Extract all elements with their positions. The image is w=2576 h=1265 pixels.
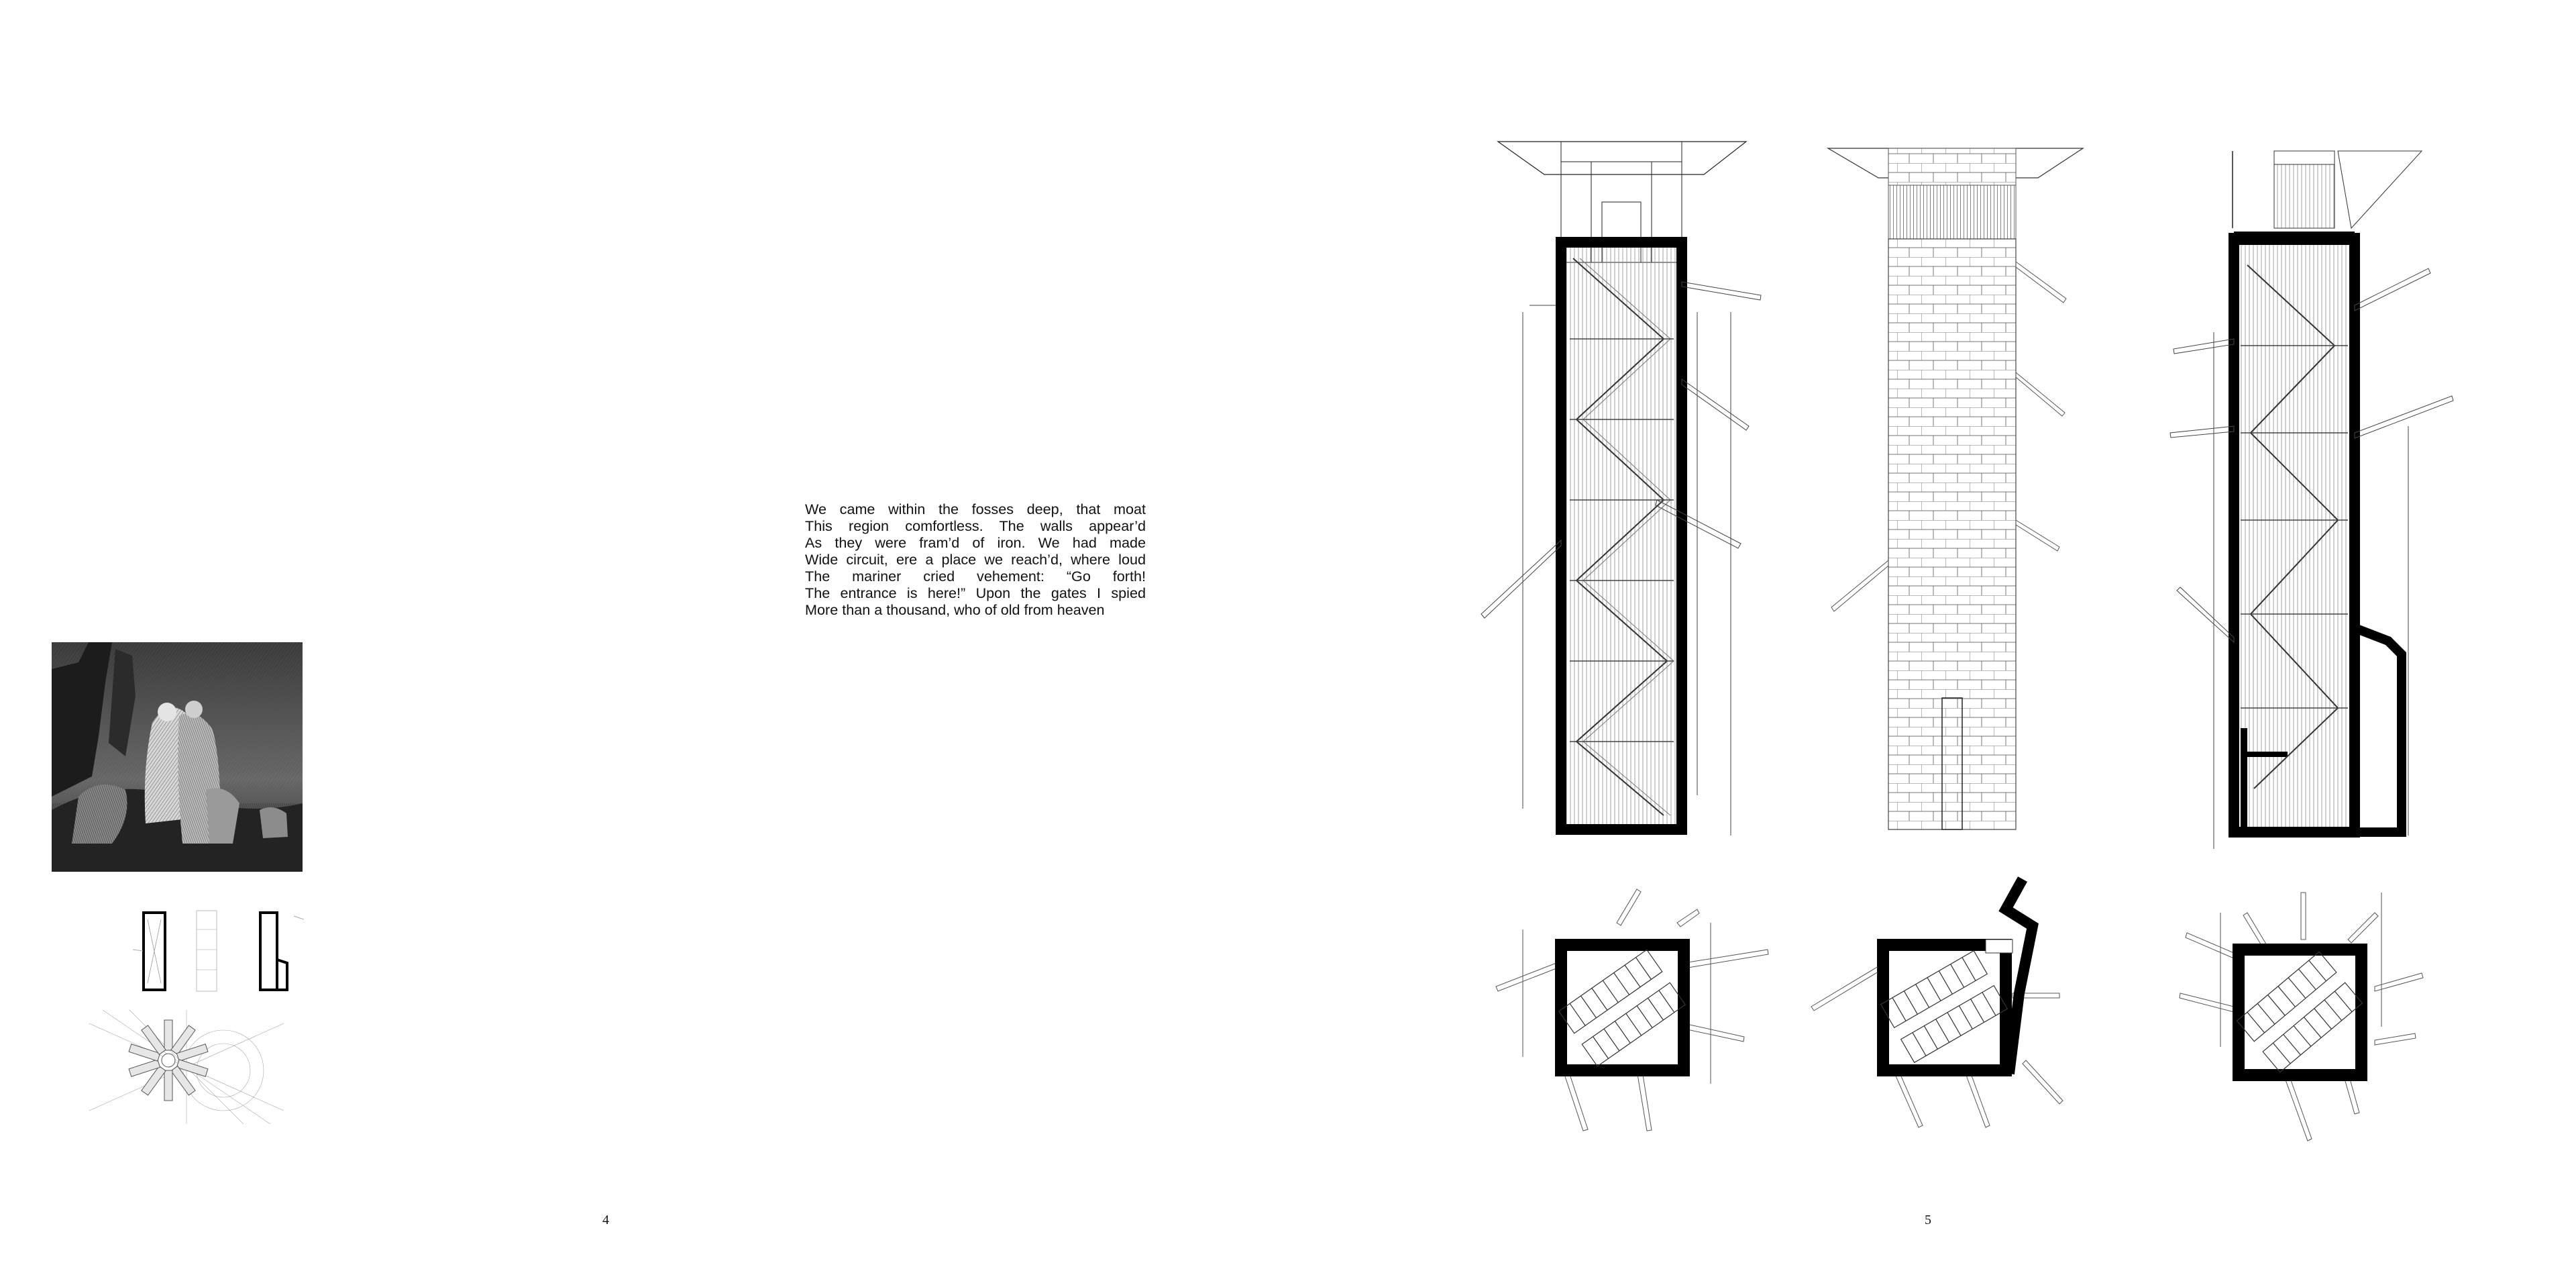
poem-line: As they were fram’d of iron. We had made	[805, 534, 1146, 551]
tower-plan-left	[1483, 882, 1771, 1137]
poem-line: The mariner cried vehement: “Go forth!	[805, 568, 1146, 585]
poem-line: We came within the fosses deep, that moat	[805, 501, 1146, 517]
page-number-right: 5	[1925, 1213, 1931, 1227]
tower-section-right	[2147, 144, 2455, 849]
poem-line: More than a thousand, who of old from heaven	[805, 601, 1105, 618]
poem-line: Wide circuit, ere a place we reach’d, where loud	[805, 551, 1146, 568]
engraving-illustration	[52, 642, 303, 872]
radial-plan-thumbnail	[89, 1010, 284, 1124]
page-number-left: 4	[602, 1213, 609, 1227]
tower-plan-middle	[1805, 872, 2073, 1137]
poem-text	[805, 501, 1146, 618]
elevation-thumbnails	[133, 909, 304, 997]
tower-elevation-brick	[1825, 144, 2093, 836]
tower-plan-right	[2167, 886, 2435, 1148]
tower-section-left	[1476, 138, 1771, 849]
poem-line: This region comfortless. The walls appear’d	[805, 517, 1146, 534]
poem-line: The entrance is here!” Upon the gates I spied	[805, 585, 1146, 601]
